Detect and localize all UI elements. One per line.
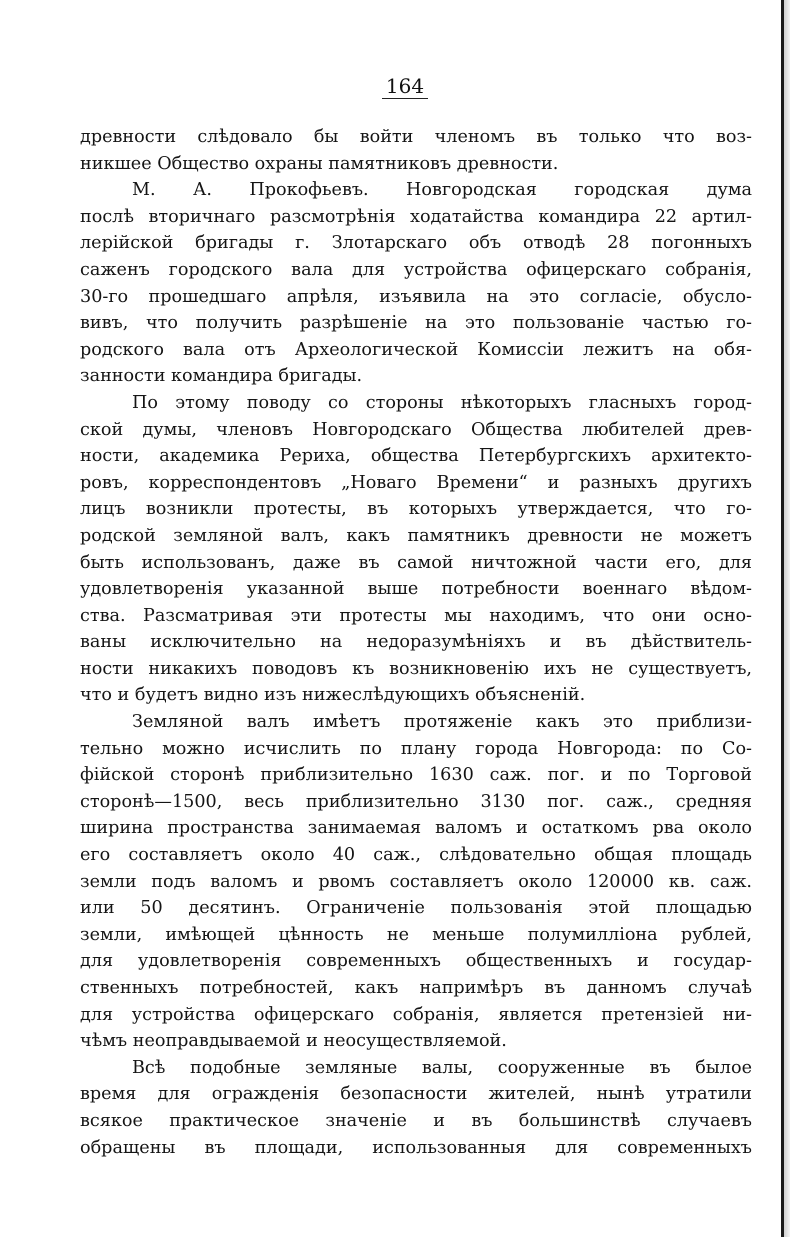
text-line: время для огражденія безопасности жителей, нынѣ утратили xyxy=(80,1084,752,1105)
text-line: древности слѣдовало бы войти членомъ въ только что воз- xyxy=(80,127,752,147)
text-line: или 50 десятинъ. Ограниченіе пользованія этой площадью xyxy=(80,898,752,919)
text-line: фійской сторонѣ приблизительно 1630 саж. пог. и по Торговой xyxy=(80,765,752,786)
page-edge-line xyxy=(781,0,784,1237)
text-line: родской земляной валъ, какъ памятникъ древности не можетъ xyxy=(80,525,752,546)
text-line: земли подъ валомъ и рвомъ составляетъ около 120000 кв. саж. xyxy=(80,871,752,892)
text-line: сторонѣ—1500, весь приблизительно 3130 пог. саж., средняя xyxy=(80,791,752,812)
text-line: никшее Общество охраны памятниковъ древности. xyxy=(80,153,559,174)
text-line: вивъ, что получить разрѣшеніе на это пользованіе частью го- xyxy=(80,313,752,334)
text-line: его составляетъ около 40 саж., слѣдовательно общая площадь xyxy=(80,845,752,866)
text-line: лерійской бригады г. Злотарскаго объ отводѣ 28 погонныхъ xyxy=(80,233,752,254)
text-line: М. А. Прокофьевъ. Новгородская городская дума xyxy=(132,180,752,201)
text-line: занности командира бригады. xyxy=(80,366,363,387)
text-line: ности никакихъ поводовъ къ возникновенію ихъ не существуетъ, xyxy=(80,658,752,679)
text-line: удовлетворенія указанной выше потребности военнаго вѣдом- xyxy=(80,579,752,600)
text-line: ваны исключительно на недоразумѣніяхъ и въ дѣйствитель- xyxy=(80,632,752,653)
page-number xyxy=(0,74,790,99)
text-line: ской думы, членовъ Новгородскаго Общества любителей древ- xyxy=(80,419,752,440)
text-line: быть использованъ, даже въ самой ничтожной части его, для xyxy=(80,552,752,573)
text-line: ности, академика Рериха, общества Петербургскихъ архитекто- xyxy=(80,446,752,467)
text-line: родского вала отъ Археологической Комиссіи лежитъ на обя- xyxy=(80,339,752,360)
text-line: ства. Разсматривая эти протесты мы находимъ, что они осно- xyxy=(80,605,752,626)
text-line: земли, имѣющей цѣнность не меньше полумилліона рублей, xyxy=(80,924,752,945)
page-number-text: 164 xyxy=(382,75,428,99)
text-line: всякое практическое значеніе и въ большинствѣ случаевъ xyxy=(80,1110,752,1131)
text-line: лицъ возникли протесты, въ которыхъ утверждается, что го- xyxy=(80,499,752,520)
text-line: 30-го прошедшаго апрѣля, изъявила на это согласіе, обусло- xyxy=(80,286,752,307)
text-line: Земляной валъ имѣетъ протяженіе какъ это приблизи- xyxy=(132,712,752,733)
text-line: чѣмъ неоправдываемой и неосуществляемой. xyxy=(80,1031,507,1052)
text-line: По этому поводу со стороны нѣкоторыхъ гласныхъ город- xyxy=(132,392,752,413)
text-line: ширина пространства занимаемая валомъ и остаткомъ рва около xyxy=(80,818,752,839)
text-line: ровъ, корреспондентовъ „Новаго Времени“ и разныхъ другихъ xyxy=(80,472,752,493)
text-line: для устройства офицерскаго собранія, является претензіей ни- xyxy=(80,1004,752,1025)
text-line: ственныхъ потребностей, какъ напримѣръ въ данномъ случаѣ xyxy=(80,978,752,998)
text-line: Всѣ подобные земляные валы, сооруженные въ былое xyxy=(132,1057,752,1078)
page-edge-shadow xyxy=(784,0,790,1237)
text-line: послѣ вторичнаго разсмотрѣнія ходатайства командира 22 артил- xyxy=(80,206,752,227)
text-line: обращены въ площади, использованныя для современныхъ xyxy=(80,1137,752,1158)
text-line: тельно можно исчислить по плану города Новгорода: по Со- xyxy=(80,738,752,759)
body-text xyxy=(80,124,752,1161)
text-line: саженъ городского вала для устройства офицерскаго собранія, xyxy=(80,259,752,280)
text-line: для удовлетворенія современныхъ общественныхъ и государ- xyxy=(80,951,752,972)
text-line: что и будетъ видно изъ нижеслѣдующихъ объясненій. xyxy=(80,685,586,706)
